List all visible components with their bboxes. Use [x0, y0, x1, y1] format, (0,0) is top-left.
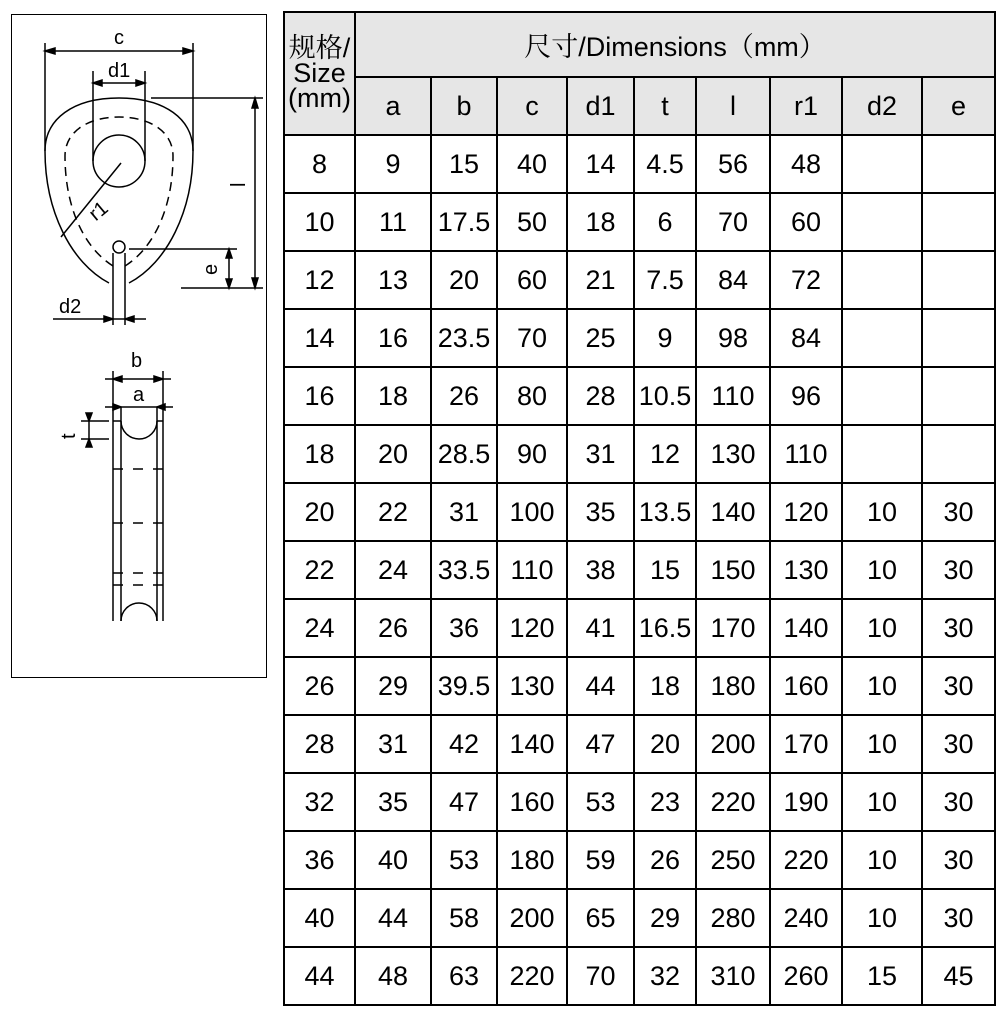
table-row — [284, 889, 995, 947]
table-row — [284, 773, 995, 831]
label-d2: d2 — [59, 296, 82, 318]
table-row — [284, 483, 995, 541]
dimension-cell: 280 — [696, 889, 770, 947]
dimension-cell — [842, 251, 922, 309]
dimension-cell: 180 — [497, 831, 567, 889]
dimension-cell: 32 — [634, 947, 696, 1005]
dimension-cell: 96 — [770, 367, 842, 425]
dimension-cell: 18 — [567, 193, 634, 251]
dimension-cell: 10 — [842, 831, 922, 889]
label-l: l — [228, 182, 250, 187]
dimension-cell: 63 — [431, 947, 497, 1005]
dimension-cell: 70 — [497, 309, 567, 367]
size-cell: 20 — [284, 483, 355, 541]
table-row — [284, 599, 995, 657]
dimension-cell: 10 — [842, 541, 922, 599]
dimension-cell: 110 — [770, 425, 842, 483]
dimension-cell: 6 — [634, 193, 696, 251]
size-cell: 22 — [284, 541, 355, 599]
table-row — [284, 367, 995, 425]
dimension-cell: 10 — [842, 715, 922, 773]
dimension-cell: 16.5 — [634, 599, 696, 657]
thimble-outline — [45, 98, 193, 283]
dimension-cell: 9 — [355, 135, 431, 193]
dimension-cell: 10 — [842, 599, 922, 657]
dimension-cell: 84 — [696, 251, 770, 309]
dimension-cell: 200 — [497, 889, 567, 947]
dimension-cell: 20 — [355, 425, 431, 483]
dimension-cell: 70 — [567, 947, 634, 1005]
dimension-cell: 31 — [431, 483, 497, 541]
dimension-cell: 98 — [696, 309, 770, 367]
label-a: a — [133, 384, 145, 406]
thimble-diagram-panel — [11, 14, 267, 678]
dimension-cell: 24 — [355, 541, 431, 599]
column-header-r1: r1 — [770, 77, 842, 135]
dimension-cell: 30 — [922, 483, 995, 541]
size-cell: 36 — [284, 831, 355, 889]
size-cell: 26 — [284, 657, 355, 715]
dimension-cell: 40 — [355, 831, 431, 889]
label-r1: r1 — [84, 197, 113, 226]
dimension-cell: 17.5 — [431, 193, 497, 251]
dimension-cell: 90 — [497, 425, 567, 483]
dimension-cell: 44 — [355, 889, 431, 947]
dimension-cell — [842, 309, 922, 367]
dimension-cell: 170 — [770, 715, 842, 773]
table-row — [284, 135, 995, 193]
dimension-cell: 26 — [431, 367, 497, 425]
column-header-l: l — [696, 77, 770, 135]
dimension-cell — [842, 367, 922, 425]
dimension-cell: 20 — [431, 251, 497, 309]
label-e: e — [200, 263, 222, 275]
dimension-cell: 58 — [431, 889, 497, 947]
dimension-cell: 22 — [355, 483, 431, 541]
size-cell: 10 — [284, 193, 355, 251]
dimension-cell — [922, 135, 995, 193]
label-b: b — [131, 350, 143, 372]
dimension-cell — [842, 193, 922, 251]
column-header-t: t — [634, 77, 696, 135]
dimension-cell: 120 — [497, 599, 567, 657]
dimension-cell: 70 — [696, 193, 770, 251]
dimension-cell: 4.5 — [634, 135, 696, 193]
dimension-cell: 53 — [567, 773, 634, 831]
dimension-cell: 160 — [497, 773, 567, 831]
dimension-cell: 23 — [634, 773, 696, 831]
dimension-cell: 33.5 — [431, 541, 497, 599]
dimension-cell: 15 — [634, 541, 696, 599]
table-row — [284, 541, 995, 599]
label-t: t — [58, 433, 80, 439]
dimension-cell: 60 — [497, 251, 567, 309]
dimension-cell: 28 — [567, 367, 634, 425]
dimension-cell: 47 — [567, 715, 634, 773]
size-cell: 40 — [284, 889, 355, 947]
table-row — [284, 309, 995, 367]
dimension-cell: 130 — [497, 657, 567, 715]
dimension-cell: 39.5 — [431, 657, 497, 715]
table-row — [284, 251, 995, 309]
dimension-cell: 30 — [922, 715, 995, 773]
dimension-cell: 30 — [922, 599, 995, 657]
size-cell: 24 — [284, 599, 355, 657]
dimension-cell: 13 — [355, 251, 431, 309]
dimension-cell: 200 — [696, 715, 770, 773]
dimension-cell: 41 — [567, 599, 634, 657]
dimension-cell: 30 — [922, 541, 995, 599]
dimension-cell: 65 — [567, 889, 634, 947]
dimension-cell: 31 — [567, 425, 634, 483]
dimension-cell: 250 — [696, 831, 770, 889]
dimensions-header: 尺寸/Dimensions（mm） — [355, 12, 995, 77]
size-header — [284, 12, 355, 135]
dimension-cell: 15 — [842, 947, 922, 1005]
dimension-cell: 220 — [696, 773, 770, 831]
dimension-cell: 10.5 — [634, 367, 696, 425]
dimension-cell: 30 — [922, 889, 995, 947]
dimensions-table — [283, 11, 996, 1006]
dimension-cell: 60 — [770, 193, 842, 251]
size-cell: 16 — [284, 367, 355, 425]
dimension-cell: 30 — [922, 831, 995, 889]
dimension-cell: 150 — [696, 541, 770, 599]
dimension-cell: 18 — [634, 657, 696, 715]
dimension-cell: 29 — [355, 657, 431, 715]
dimension-cell: 47 — [431, 773, 497, 831]
dimension-cell: 240 — [770, 889, 842, 947]
size-cell: 8 — [284, 135, 355, 193]
thimble-diagram — [1, 1, 271, 681]
dimension-cell: 42 — [431, 715, 497, 773]
table-row — [284, 193, 995, 251]
dimension-cell: 15 — [431, 135, 497, 193]
dimension-cell: 53 — [431, 831, 497, 889]
dimension-cell: 190 — [770, 773, 842, 831]
dimension-cell: 48 — [355, 947, 431, 1005]
size-cell: 18 — [284, 425, 355, 483]
table-row — [284, 715, 995, 773]
dimension-cell: 50 — [497, 193, 567, 251]
table-row — [284, 425, 995, 483]
dimension-cell: 26 — [355, 599, 431, 657]
size-cell: 32 — [284, 773, 355, 831]
dimension-cell: 130 — [770, 541, 842, 599]
dimension-cell: 40 — [497, 135, 567, 193]
dimension-cell: 25 — [567, 309, 634, 367]
dimension-cell: 44 — [567, 657, 634, 715]
dimension-cell: 9 — [634, 309, 696, 367]
dimension-cell: 16 — [355, 309, 431, 367]
dimension-cell: 110 — [696, 367, 770, 425]
dimension-cell — [842, 135, 922, 193]
column-header-d2: d2 — [842, 77, 922, 135]
groove-line — [65, 117, 173, 266]
column-header-e: e — [922, 77, 995, 135]
dimension-cell: 45 — [922, 947, 995, 1005]
table-row — [284, 947, 995, 1005]
dimension-cell — [922, 425, 995, 483]
dimension-cell: 30 — [922, 657, 995, 715]
dimension-cell: 14 — [567, 135, 634, 193]
dimension-cell: 100 — [497, 483, 567, 541]
dimension-cell: 130 — [696, 425, 770, 483]
dimension-cell: 140 — [770, 599, 842, 657]
dimension-cell: 80 — [497, 367, 567, 425]
size-cell: 28 — [284, 715, 355, 773]
table-row — [284, 657, 995, 715]
dimension-cell: 21 — [567, 251, 634, 309]
dimension-cell: 48 — [770, 135, 842, 193]
dimension-cell: 10 — [842, 889, 922, 947]
dimension-cell: 140 — [497, 715, 567, 773]
size-header-text: 规格/ Size (mm) — [288, 33, 351, 113]
dimension-cell: 220 — [497, 947, 567, 1005]
dimension-cell — [842, 425, 922, 483]
dimension-cell: 110 — [497, 541, 567, 599]
dimension-cell: 120 — [770, 483, 842, 541]
dimension-cell — [922, 193, 995, 251]
dimension-cell: 35 — [355, 773, 431, 831]
size-cell: 14 — [284, 309, 355, 367]
size-cell: 44 — [284, 947, 355, 1005]
dimension-cell: 11 — [355, 193, 431, 251]
dimension-cell: 12 — [634, 425, 696, 483]
dimension-cell: 20 — [634, 715, 696, 773]
dimension-cell: 10 — [842, 483, 922, 541]
dimension-cell: 18 — [355, 367, 431, 425]
column-header-b: b — [431, 77, 497, 135]
dimension-cell: 10 — [842, 657, 922, 715]
dimension-cell: 38 — [567, 541, 634, 599]
column-header-a: a — [355, 77, 431, 135]
table-row — [284, 831, 995, 889]
dimension-cell: 7.5 — [634, 251, 696, 309]
dimension-cell: 26 — [634, 831, 696, 889]
dimension-cell: 29 — [634, 889, 696, 947]
table-body — [284, 135, 995, 1005]
size-cell: 12 — [284, 251, 355, 309]
dimension-cell: 30 — [922, 773, 995, 831]
dimension-cell — [922, 309, 995, 367]
dimension-cell: 220 — [770, 831, 842, 889]
dimension-cell: 31 — [355, 715, 431, 773]
dimension-cell: 13.5 — [634, 483, 696, 541]
dimension-cell — [922, 251, 995, 309]
dimension-cell: 36 — [431, 599, 497, 657]
label-d1: d1 — [108, 60, 131, 82]
dimension-cell: 140 — [696, 483, 770, 541]
dimension-cell: 56 — [696, 135, 770, 193]
dimension-cell: 72 — [770, 251, 842, 309]
dimension-cell: 160 — [770, 657, 842, 715]
dimension-cell: 310 — [696, 947, 770, 1005]
dimension-cell: 35 — [567, 483, 634, 541]
dimension-cell — [922, 367, 995, 425]
dimension-cell: 180 — [696, 657, 770, 715]
dimension-cell: 28.5 — [431, 425, 497, 483]
dimension-cell: 84 — [770, 309, 842, 367]
column-header-d1: d1 — [567, 77, 634, 135]
dimension-cell: 23.5 — [431, 309, 497, 367]
column-header-c: c — [497, 77, 567, 135]
dimension-cell: 10 — [842, 773, 922, 831]
label-c: c — [114, 27, 124, 49]
dimension-cell: 59 — [567, 831, 634, 889]
dimension-cell: 170 — [696, 599, 770, 657]
dimension-cell: 260 — [770, 947, 842, 1005]
